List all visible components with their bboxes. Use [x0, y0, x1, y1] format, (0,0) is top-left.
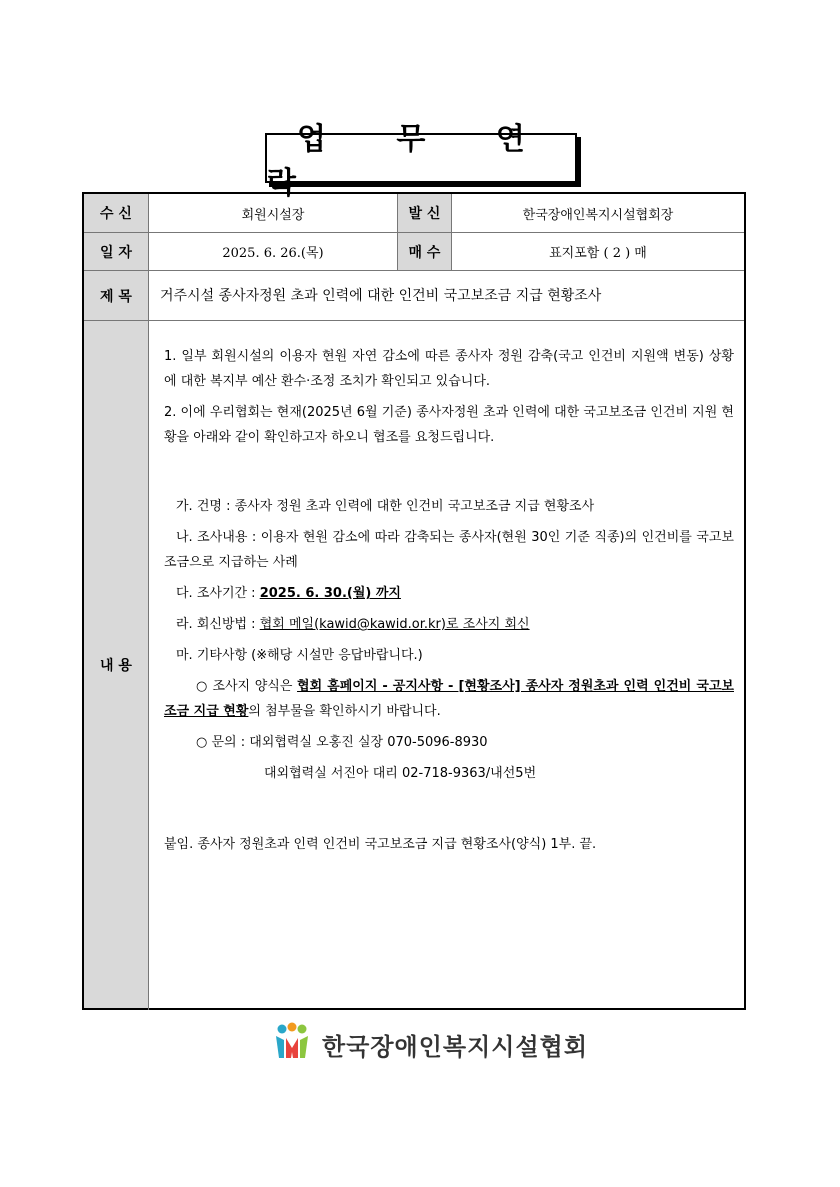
reply-method: 협회 메일(kawid@kawid.or.kr)로 조사지 회신	[259, 617, 530, 632]
item-ra	[164, 612, 734, 637]
content-body	[164, 344, 734, 857]
subject-label: 제 목	[84, 271, 148, 320]
form-location: 협회 홈페이지 - 공지사항 - [현황조사] 종사자 정원초과 인력 인건비 국고보조금 지급 현황	[164, 679, 734, 719]
sub-item-form-suffix: 의 첨부물을 확인하시기 바랍니다.	[248, 704, 441, 719]
sub-item-form	[164, 674, 734, 724]
footer-logo	[272, 1022, 588, 1066]
subject-value: 거주시설 종사자정원 초과 인력에 대한 인건비 국고보조금 지급 현황조사	[160, 288, 602, 304]
sub-item-form-prefix: ○ 조사지 양식은	[196, 679, 298, 694]
attachment-note: 붙임. 종사자 정원초과 인력 인건비 국고보조금 지급 현황조사(양식) 1부. 끝.	[164, 837, 597, 852]
content-label: 내 용	[84, 321, 148, 1008]
row-divider	[84, 320, 744, 321]
contact-2: 대외협력실 서진아 대리 02-718-9363/내선5번	[264, 766, 537, 781]
item-ma: 마. 기타사항 (※해당 시설만 응답바랍니다.)	[176, 648, 423, 663]
sender-label: 발 신	[398, 194, 451, 232]
footer-org-name: 한국장애인복지시설협회	[322, 1032, 589, 1061]
paragraph-2: 2. 이에 우리협회는 현재(2025년 6월 기준) 종사자정원 초과 인력에 대한 국고보조금 인건비 지원 현황을 아래와 같이 확인하고자 하오니 협조를 요청드립니다.	[164, 405, 734, 445]
date-label: 일 자	[84, 233, 148, 270]
recipient-value: 회원시설장	[241, 207, 305, 223]
item-da-label: 다. 조사기간 :	[176, 586, 260, 601]
paragraph-1: 1. 일부 회원시설의 이용자 현원 자연 감소에 따른 종사자 정원 감축(국고 인건비 지원액 변동) 상황에 대한 복지부 예산 환수·조정 조치가 확인되고 있습니다.	[164, 349, 734, 389]
item-ga: 가. 건명 : 종사자 정원 초과 인력에 대한 인건비 국고보조금 지급 현황조사	[176, 499, 595, 514]
recipient-label: 수 신	[84, 194, 148, 232]
item-da	[164, 581, 734, 606]
kawid-logo-icon	[272, 1022, 312, 1066]
pages-value: 표지포함 ( 2 ) 매	[549, 246, 647, 261]
date-value: 2025. 6. 26.(목)	[222, 246, 324, 261]
pages-label: 매 수	[398, 233, 451, 270]
row-divider	[84, 270, 744, 271]
column-divider	[148, 194, 149, 1010]
survey-deadline: 2025. 6. 30.(월) 까지	[259, 586, 401, 601]
item-na: 나. 조사내용 : 이용자 현원 감소에 따라 감축되는 종사자(현원 30인 기준 직종)의 인건비를 국고보조금으로 지급하는 사례	[164, 530, 734, 570]
document-title: 업 무 연 락	[265, 133, 577, 183]
memo-table	[82, 192, 746, 1010]
contact-1: ○ 문의 : 대외협력실 오홍진 실장 070-5096-8930	[196, 735, 488, 750]
item-ra-label: 라. 회신방법 :	[176, 617, 260, 632]
sender-value: 한국장애인복지시설협회장	[522, 207, 674, 223]
